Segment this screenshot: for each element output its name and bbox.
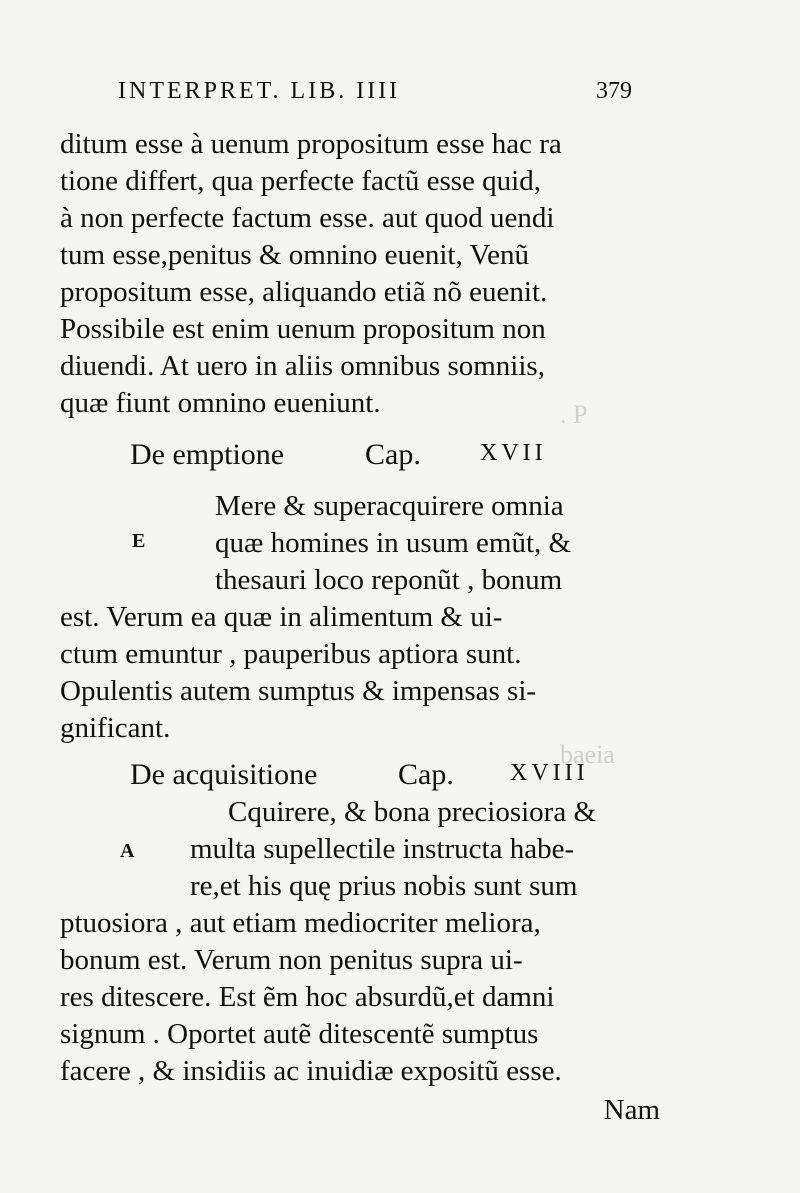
chapter-number: XVII: [480, 440, 547, 466]
chapter-cap-label: Cap.: [365, 438, 421, 471]
marginal-letter: A: [120, 840, 135, 862]
chapter-heading: [130, 758, 630, 798]
text-line: quæ homines in usum emũt, &: [215, 527, 572, 559]
text-line: tione differt, qua perfecte factũ esse quid,: [60, 165, 541, 197]
marginal-letter: E: [132, 530, 146, 552]
text-line: est. Verum ea quæ in alimentum & ui-: [60, 601, 503, 633]
text-line: re,et his quę prius nobis sunt sum: [190, 870, 578, 902]
text-line: Opulentis autem sumptus & impensas si-: [60, 675, 537, 707]
show-through-decoration: . P: [560, 400, 588, 429]
chapter-heading: [130, 438, 630, 478]
running-head: [118, 78, 678, 112]
text-line: Mere & superacquirere omnia: [215, 490, 564, 522]
text-line: bonum est. Verum non penitus supra ui-: [60, 944, 523, 976]
text-line: Possibile est enim uenum propositum non: [60, 313, 546, 345]
chapter-title: De emptione: [130, 438, 285, 471]
chapter-title: De acquisitione: [130, 758, 318, 791]
text-line: Cquirere, & bona preciosiora &: [228, 796, 597, 828]
text-line: gnificant.: [60, 712, 171, 744]
show-through-decoration: baeia: [560, 740, 615, 769]
text-line: multa supellectile instructa habe-: [190, 833, 575, 865]
text-line: res ditescere. Est ẽm hoc absurdũ,et damni: [60, 981, 555, 1013]
running-head-title: INTERPRET. LIB. IIII: [118, 78, 401, 104]
page-number: 379: [596, 78, 632, 104]
text-line: ptuosiora , aut etiam mediocriter meliora,: [60, 907, 541, 939]
catchword: Nam: [603, 1094, 660, 1126]
text-line: diuendi. At uero in aliis omnibus somniis,: [60, 350, 545, 382]
text-line: propositum esse, aliquando etiã nõ euenit.: [60, 276, 548, 308]
text-line: ctum emuntur , pauperibus aptiora sunt.: [60, 638, 522, 670]
text-line: à non perfecte factum esse. aut quod uendi: [60, 202, 555, 234]
text-line: thesauri loco reponũt , bonum: [215, 564, 563, 596]
text-line: quæ fiunt omnino eueniunt.: [60, 387, 381, 419]
chapter-cap-label: Cap.: [398, 758, 454, 791]
text-line: ditum esse à uenum propositum esse hac ra: [60, 128, 562, 160]
chapter-number: XVIII: [510, 760, 589, 786]
text-line: signum . Oportet autẽ ditescentẽ sumptus: [60, 1018, 539, 1050]
text-line: facere , & insidiis ac inuidiæ expositũ esse.: [60, 1055, 562, 1087]
text-line: tum esse,penitus & omnino euenit, Venũ: [60, 239, 530, 271]
